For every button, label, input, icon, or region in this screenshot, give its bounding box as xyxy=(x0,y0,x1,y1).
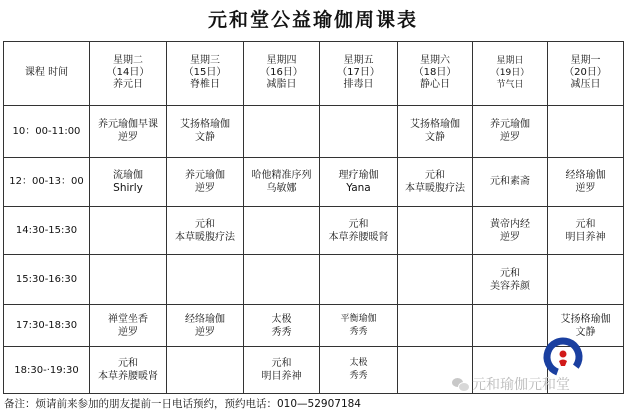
class-cell xyxy=(90,255,167,305)
day-header: 星期二 （14日） 养元日 xyxy=(90,42,167,106)
class-cell xyxy=(548,105,624,157)
class-cell: 艾扬格瑜伽 文静 xyxy=(398,105,473,157)
class-cell: 流瑜伽 Shirly xyxy=(90,157,167,206)
time-cell: 17:30-18:30 xyxy=(4,305,90,347)
class-cell: 太极 秀秀 xyxy=(244,305,320,347)
class-cell: 元和 本草暖腹疗法 xyxy=(398,157,473,206)
day-header: 星期三 （15日） 脊椎日 xyxy=(167,42,244,106)
time-cell: 14:30-15:30 xyxy=(4,206,90,255)
table-row xyxy=(4,255,624,305)
class-cell: 艾扬格瑜伽 文静 xyxy=(167,105,244,157)
class-cell: 养元瑜伽 逆罗 xyxy=(167,157,244,206)
yuanhe-logo xyxy=(541,335,585,379)
time-cell: 10：00-11:00 xyxy=(4,105,90,157)
class-cell: 养元瑜伽早课 逆罗 xyxy=(90,105,167,157)
class-cell: 元和 美容养颜 xyxy=(473,255,548,305)
class-cell: 平衡瑜伽 秀秀 xyxy=(320,305,398,347)
day-header: 星期六 （18日） 静心日 xyxy=(398,42,473,106)
class-cell: 禅堂坐香 逆罗 xyxy=(90,305,167,347)
class-cell xyxy=(398,255,473,305)
class-cell: 元和 本草养腰暖肾 xyxy=(90,347,167,394)
class-cell xyxy=(320,255,398,305)
class-cell: 元和 明目养神 xyxy=(548,206,624,255)
corner-header: 课程 时间 xyxy=(4,42,90,106)
time-cell: 18:30-·19:30 xyxy=(4,347,90,394)
day-header: 星期五 （17日） 排毒日 xyxy=(320,42,398,106)
wechat-watermark xyxy=(452,374,570,394)
schedule-table xyxy=(3,41,624,394)
class-cell: 元和素斋 xyxy=(473,157,548,206)
day-header: 星期一 （20日） 减压日 xyxy=(548,42,624,106)
logo-dot xyxy=(560,351,567,358)
header-row xyxy=(4,42,624,106)
footer-note: 备注：烦请前来参加的朋友提前一日电话预约，预约电话：010—52907184 xyxy=(4,398,361,410)
table-row xyxy=(4,157,624,206)
class-cell: 哈他精准序列 乌敏娜 xyxy=(244,157,320,206)
time-cell: 15:30-16:30 xyxy=(4,255,90,305)
time-cell: 12：00-13：00 xyxy=(4,157,90,206)
logo-figure xyxy=(559,360,567,367)
class-cell xyxy=(167,347,244,394)
table-row xyxy=(4,105,624,157)
class-cell: 元和 本草暖腹疗法 xyxy=(167,206,244,255)
class-cell xyxy=(244,105,320,157)
class-cell: 元和 本草养腰暖肾 xyxy=(320,206,398,255)
class-cell: 经络瑜伽 逆罗 xyxy=(167,305,244,347)
wechat-icon xyxy=(452,378,468,391)
class-cell xyxy=(90,206,167,255)
class-cell xyxy=(244,206,320,255)
class-cell: 经络瑜伽 逆罗 xyxy=(548,157,624,206)
day-header: 星期四 （16日） 减脂日 xyxy=(244,42,320,106)
watermark-text: 元和瑜伽元和堂 xyxy=(472,377,570,393)
page-title: 元和堂公益瑜伽周课表 xyxy=(207,9,418,31)
class-cell xyxy=(320,105,398,157)
class-cell xyxy=(473,305,548,347)
class-cell: 黄帝内经 逆罗 xyxy=(473,206,548,255)
table-row xyxy=(4,206,624,255)
class-cell: 艾扬格瑜伽 文静 xyxy=(548,305,624,347)
class-cell xyxy=(167,255,244,305)
day-header: 星期日 （19日） 节气日 xyxy=(473,42,548,106)
class-cell: 养元瑜伽 逆罗 xyxy=(473,105,548,157)
class-cell xyxy=(244,255,320,305)
class-cell xyxy=(398,305,473,347)
class-cell xyxy=(548,255,624,305)
table-row xyxy=(4,305,624,347)
class-cell: 太极 秀秀 xyxy=(320,347,398,394)
class-cell: 理疗瑜伽 Yana xyxy=(320,157,398,206)
class-cell: 元和 明目养神 xyxy=(244,347,320,394)
class-cell xyxy=(398,206,473,255)
